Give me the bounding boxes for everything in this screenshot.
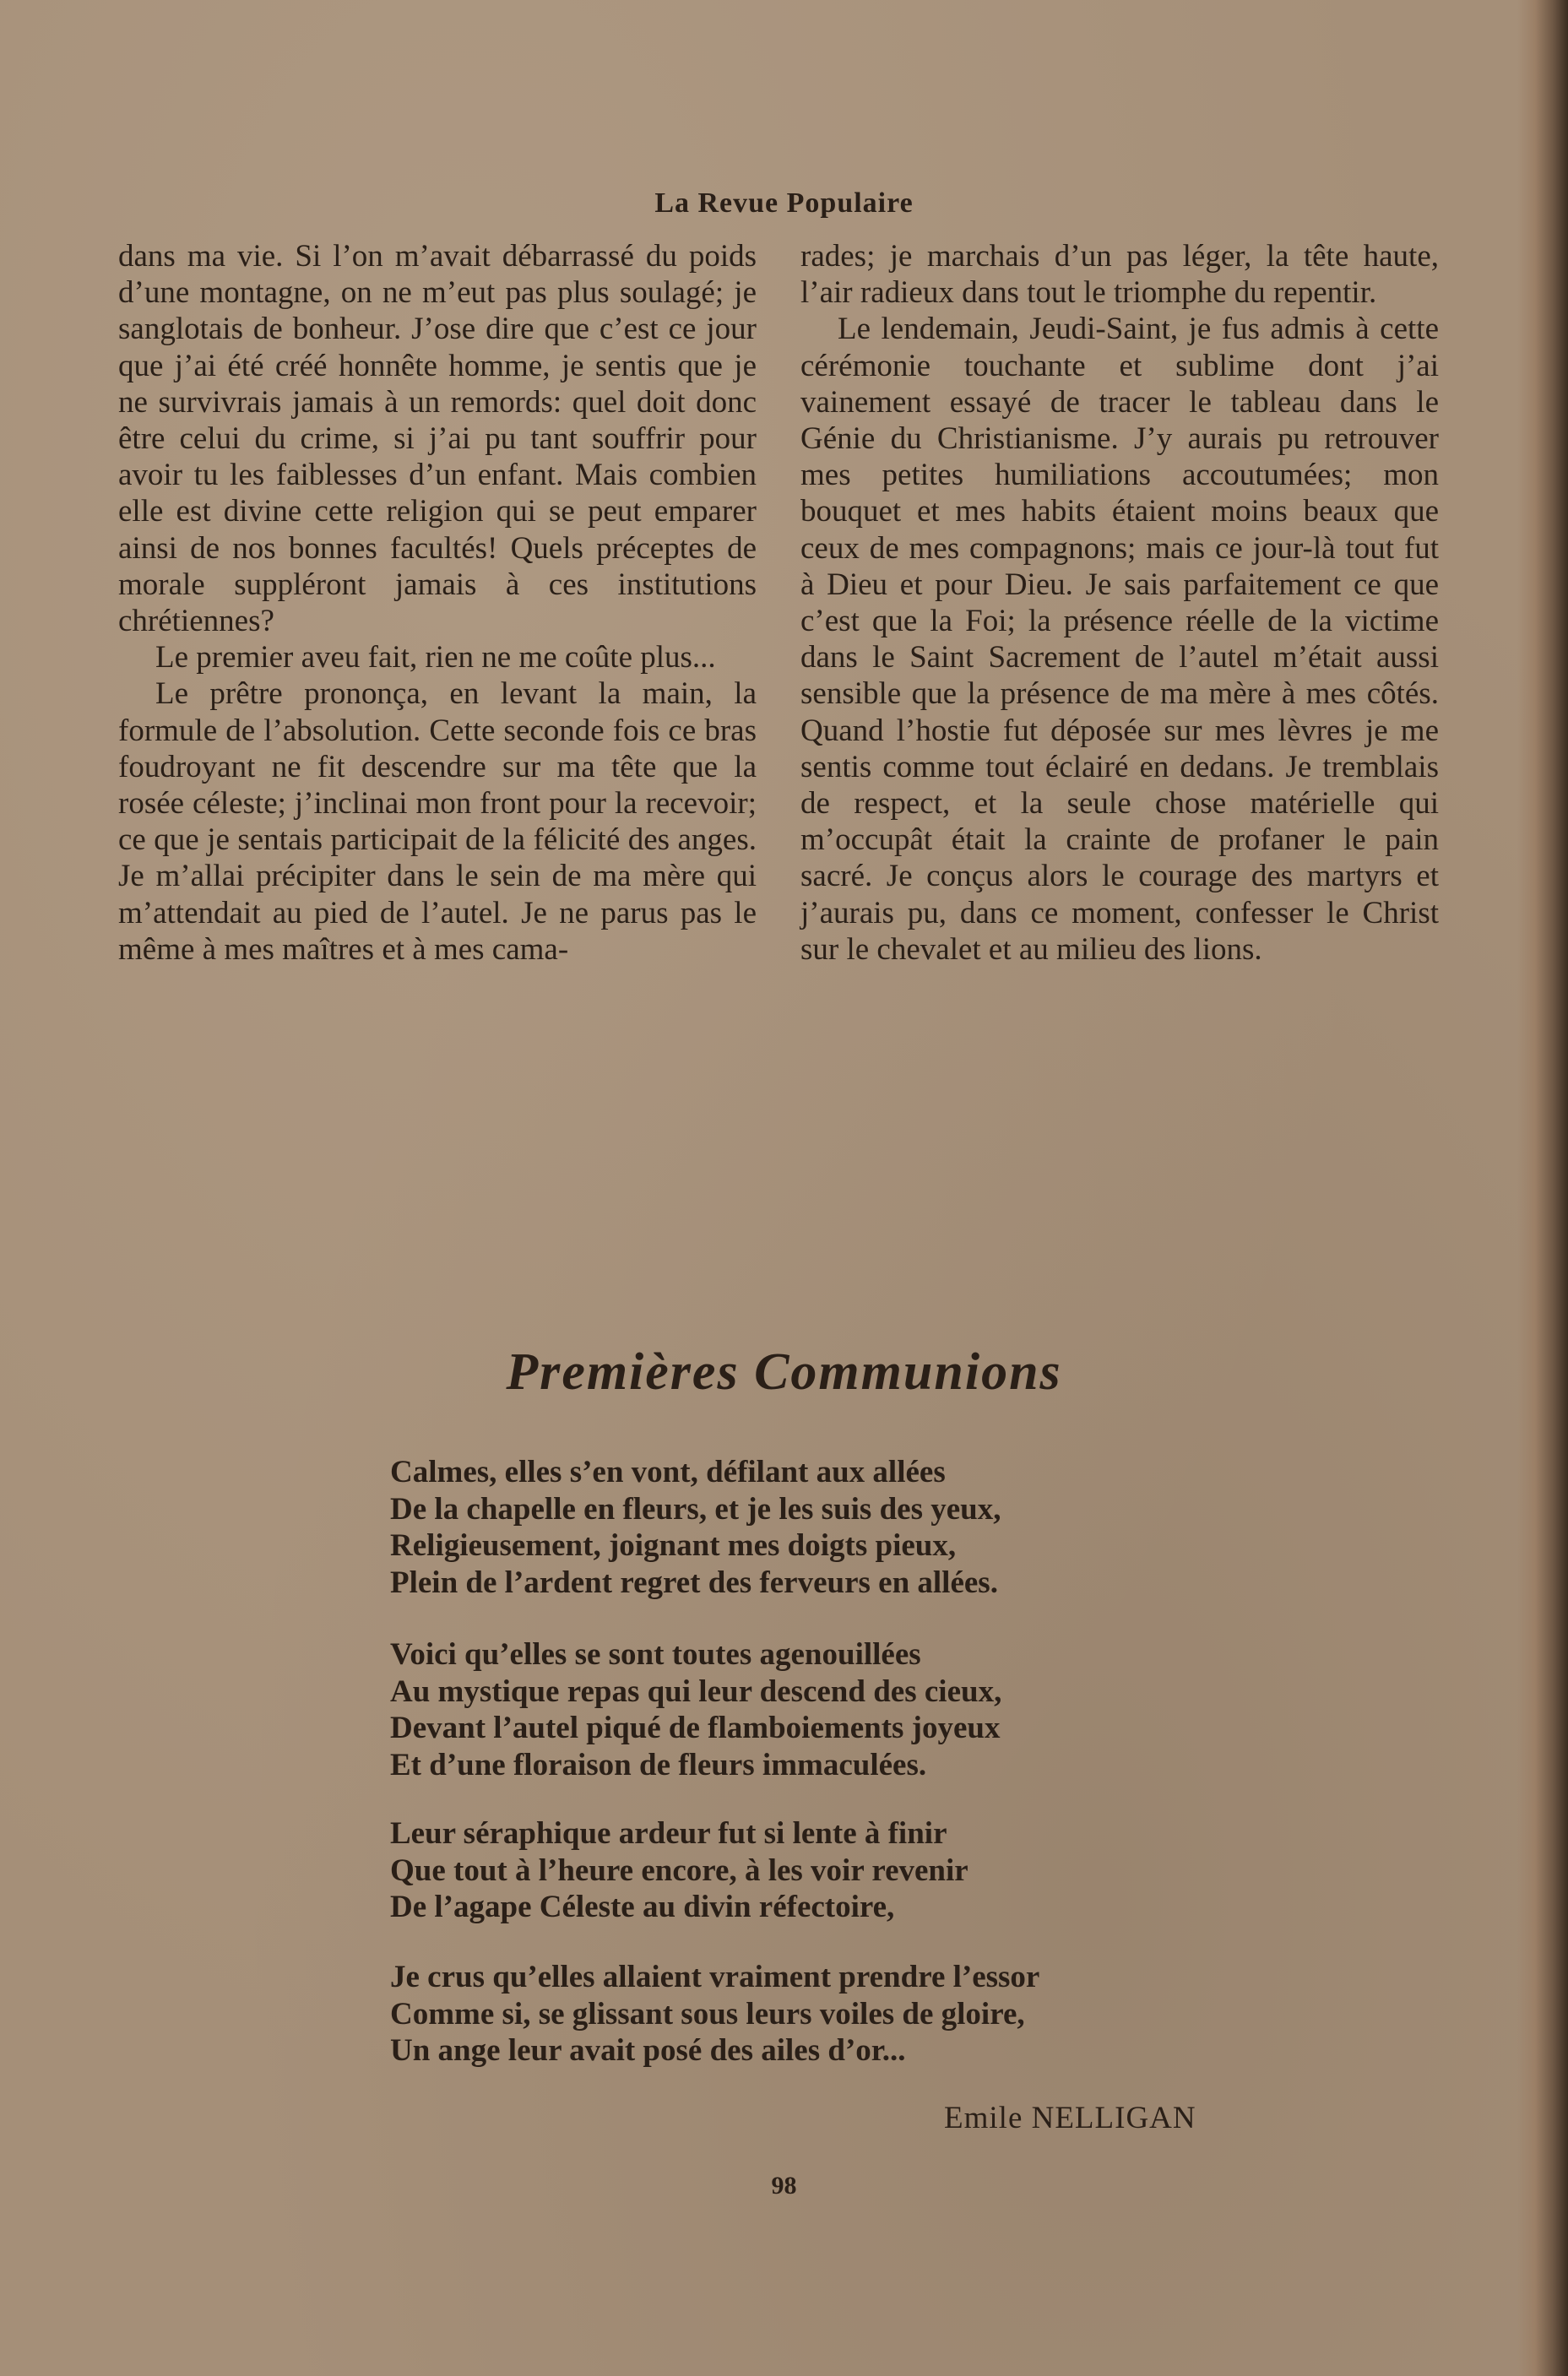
poem-line: De l’agape Céleste au divin réfectoire, (390, 1890, 895, 1924)
poem-author: Emile NELLIGAN (944, 2101, 1196, 2135)
paragraph: dans ma vie. Si l’on m’avait débarrassé du poids d’une montagne, on ne m’eut pas plus soulagé; je sanglotais de bonheur. J’ose dire que c’est ce jour que j’ai été créé honnête homme, je sentis que je ne survivrais jamais à un remords: quel doit donc être celui du crime, si j’ai pu tant souffrir pour avoir tu les faiblesses d’un enfant. Mais combien elle est divine cette religion qui se peut emparer ainsi de nos bonnes facultés! Quels préceptes de morale suppléront jamais à ces institutions chrétiennes? (118, 239, 757, 639)
poem-line: Devant l’autel piqué de flamboiements joyeux (390, 1711, 1001, 1745)
right-text-column (800, 238, 1439, 968)
poem-line: Que tout à l’heure encore, à les voir revenir (390, 1853, 968, 1888)
poem-stanza (390, 1636, 1234, 1783)
poem-line: Religieusement, joignant mes doigts pieux, (390, 1528, 957, 1563)
page-number: 98 (771, 2172, 797, 2200)
poem-line: Comme si, se glissant sous leurs voiles de gloire, (390, 1996, 1025, 2032)
paragraph: Le premier aveu fait, rien ne me coûte plus... (155, 640, 716, 675)
running-header: La Revue Populaire (654, 187, 914, 219)
poem-stanza (390, 1959, 1234, 2070)
poem-line: Leur séraphique ardeur fut si lente à finir (390, 1816, 947, 1851)
poem-line: Un ange leur avait posé des ailes d’or... (390, 2033, 906, 2068)
paragraph: rades; je marchais d’un pas léger, la tête haute, l’air radieux dans tout le triomphe du repentir. (800, 239, 1439, 311)
paragraph: Le lendemain, Jeudi-Saint, je fus admis à cette cérémonie touchante et sublime dont j’ai vainement essayé de tracer le tableau dans le Génie du Christianisme. J’y aurais pu retrouver mes petites humiliations accoutumées; mon bouquet et mes habits étaient moins beaux que ceux de mes compagnons; mais ce jour-là tout fut à Dieu et pour Dieu. Je sais parfaitement ce que c’est que la Foi; la présence réelle de la victime dans le Saint Sacrement de l’autel m’était aussi sensible que la présence de ma mère à mes côtés. Quand l’hostie fut déposée sur mes lèvres je me sentis comme tout éclairé en dedans. Je tremblais de respect, et la seule chose matérielle qui m’occupât était la crainte de profaner le pain sacré. Je conçus alors le courage des martyrs et j’aurais pu, dans ce moment, confesser le Christ sur le chevalet et au milieu des lions. (800, 312, 1439, 967)
poem-line: Calmes, elles s’en vont, défilant aux allées (390, 1455, 946, 1489)
poem-line: De la chapelle en fleurs, et je les suis des yeux, (390, 1491, 1001, 1527)
page-edge-shadow (1517, 0, 1568, 2376)
poem-title: Premières Communions (506, 1343, 1062, 1401)
poem-line: Voici qu’elles se sont toutes agenouillées (390, 1637, 921, 1672)
poem-line: Plein de l’ardent regret des ferveurs en allées. (390, 1565, 998, 1600)
poem-line: Je crus qu’elles allaient vraiment prendre l’essor (390, 1960, 1040, 1994)
poem-stanza (390, 1454, 1234, 1601)
poem-stanza (390, 1815, 1234, 1926)
left-text-column (118, 238, 757, 968)
paragraph: Le prêtre prononça, en levant la main, la formule de l’absolution. Cette seconde fois ce bras foudroyant ne fit descendre sur ma tête que la rosée céleste; j’inclinai mon front pour la recevoir; ce que je sentais participait de la félicité des anges. Je m’allai précipiter dans le sein de ma mère qui m’attendait au pied de l’autel. Je ne parus pas le même à mes maîtres et à mes cama- (118, 676, 757, 967)
poem-line: Au mystique repas qui leur descend des cieux, (390, 1674, 1002, 1709)
poem-line: Et d’une floraison de fleurs immaculées. (390, 1747, 927, 1782)
